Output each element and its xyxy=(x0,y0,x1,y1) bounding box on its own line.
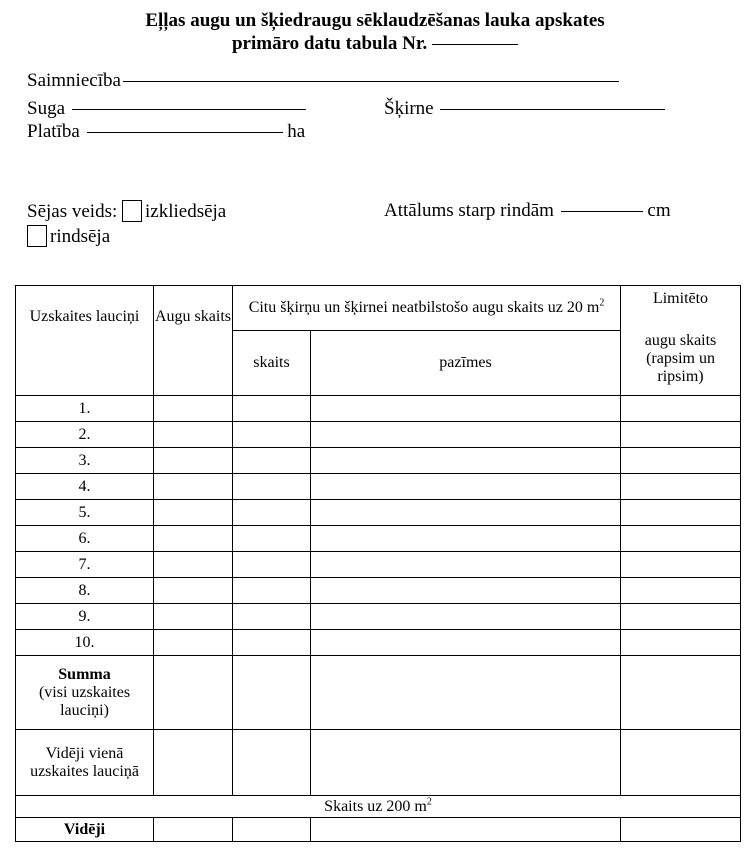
header-limited xyxy=(621,286,741,396)
row-spacing-label: Attālums starp rindām xyxy=(384,200,554,221)
primary-data-table xyxy=(15,285,741,842)
plot-number: 3. xyxy=(16,448,154,474)
cell[interactable] xyxy=(233,604,311,630)
area-unit: ha xyxy=(287,121,306,142)
table-row xyxy=(16,448,741,474)
species-label: Suga xyxy=(27,98,65,119)
form-title-line-1: Eļļas augu un šķiedraugu sēklaudzēšanas lauka apskates xyxy=(145,10,605,31)
cell[interactable] xyxy=(233,396,311,422)
plot-number: 10. xyxy=(16,630,154,656)
cell[interactable] xyxy=(311,396,621,422)
cell[interactable] xyxy=(233,656,311,730)
cell[interactable] xyxy=(311,656,621,730)
farm-input-line[interactable] xyxy=(123,81,619,82)
farm-field xyxy=(27,70,619,92)
cell[interactable] xyxy=(233,552,311,578)
cell[interactable] xyxy=(621,604,741,630)
plot-number: 7. xyxy=(16,552,154,578)
header-offtype-text: Citu šķirņu un šķirnei neatbilstošo augu skaits uz 20 m xyxy=(248,299,600,316)
average-label: Vidēji xyxy=(16,818,154,842)
cell[interactable] xyxy=(311,730,621,796)
per-200-sup: 2 xyxy=(426,796,432,808)
cell[interactable] xyxy=(233,448,311,474)
farm-label: Saimniecība xyxy=(27,70,121,91)
plot-number: 1. xyxy=(16,396,154,422)
row-spacing-field xyxy=(384,200,671,222)
cell[interactable] xyxy=(621,578,741,604)
table-row xyxy=(16,422,741,448)
plot-number: 4. xyxy=(16,474,154,500)
table-row xyxy=(16,474,741,500)
broadcast-checkbox[interactable] xyxy=(122,200,142,222)
cell[interactable] xyxy=(621,526,741,552)
broadcast-option-label: izkliedsēja xyxy=(145,201,227,222)
cell[interactable] xyxy=(154,448,233,474)
sowing-method-label: Sējas veids: xyxy=(27,201,118,222)
average-per-plot-row xyxy=(16,730,741,796)
form-title-line-2 xyxy=(0,32,750,55)
cell[interactable] xyxy=(233,422,311,448)
sowing-method-field xyxy=(27,200,226,223)
header-plots: Uzskaites lauciņi xyxy=(16,286,154,396)
sum-label-cell xyxy=(16,656,154,730)
plot-number: 6. xyxy=(16,526,154,552)
row-spacing-unit: cm xyxy=(647,200,671,221)
cell[interactable] xyxy=(154,578,233,604)
header-features: pazīmes xyxy=(311,331,621,396)
cell[interactable] xyxy=(154,730,233,796)
cell[interactable] xyxy=(311,526,621,552)
header-offtype-sup: 2 xyxy=(599,297,605,309)
cell[interactable] xyxy=(154,552,233,578)
cell[interactable] xyxy=(154,656,233,730)
cell[interactable] xyxy=(311,500,621,526)
cell[interactable] xyxy=(621,474,741,500)
cell[interactable] xyxy=(154,422,233,448)
per-200-text: Skaits uz 200 m xyxy=(324,797,427,815)
cell[interactable] xyxy=(621,448,741,474)
table-row xyxy=(16,526,741,552)
cell[interactable] xyxy=(621,552,741,578)
cell[interactable] xyxy=(311,448,621,474)
table-row xyxy=(16,578,741,604)
cell[interactable] xyxy=(154,500,233,526)
area-input-line[interactable] xyxy=(87,132,283,133)
variety-label: Šķirne xyxy=(384,98,434,119)
header-count: skaits xyxy=(233,331,311,396)
cell[interactable] xyxy=(154,604,233,630)
cell[interactable] xyxy=(311,818,621,842)
form-title-text: primāro datu tabula Nr. xyxy=(231,33,428,54)
cell[interactable] xyxy=(311,630,621,656)
cell[interactable] xyxy=(621,500,741,526)
cell[interactable] xyxy=(154,526,233,552)
table-row xyxy=(16,552,741,578)
table-header-row-1 xyxy=(16,286,741,331)
row-sowing-checkbox[interactable] xyxy=(27,225,47,247)
cell[interactable] xyxy=(154,396,233,422)
per-200-label xyxy=(16,796,741,818)
cell[interactable] xyxy=(621,396,741,422)
species-field xyxy=(27,98,306,120)
cell[interactable] xyxy=(311,422,621,448)
table-row xyxy=(16,630,741,656)
sum-row xyxy=(16,656,741,730)
table-row xyxy=(16,500,741,526)
variety-field xyxy=(384,98,665,120)
header-limited-bottom: augu skaits (rapsim un ripsim) xyxy=(644,332,717,385)
species-input-line[interactable] xyxy=(72,109,306,110)
table-row xyxy=(16,396,741,422)
average-row xyxy=(16,818,741,842)
table-row xyxy=(16,604,741,630)
cell[interactable] xyxy=(621,656,741,730)
row-sowing-field xyxy=(27,225,110,248)
cell[interactable] xyxy=(311,474,621,500)
cell[interactable] xyxy=(621,630,741,656)
area-field xyxy=(27,121,305,143)
sum-label: Summa xyxy=(58,665,111,683)
plot-number: 5. xyxy=(16,500,154,526)
cell[interactable] xyxy=(233,630,311,656)
sum-sub-label: (visi uzskaites lauciņi) xyxy=(38,683,131,719)
cell[interactable] xyxy=(311,552,621,578)
per-200-row xyxy=(16,796,741,818)
row-sowing-option-label: rindsēja xyxy=(50,226,111,247)
header-limited-top: Limitēto xyxy=(652,290,709,307)
variety-input-line[interactable] xyxy=(440,109,665,110)
cell[interactable] xyxy=(154,474,233,500)
cell[interactable] xyxy=(621,818,741,842)
cell[interactable] xyxy=(233,578,311,604)
plot-number: 8. xyxy=(16,578,154,604)
cell[interactable] xyxy=(311,604,621,630)
cell[interactable] xyxy=(233,500,311,526)
average-per-plot-label: Vidēji vienā uzskaites lauciņā xyxy=(16,730,154,796)
cell[interactable] xyxy=(233,818,311,842)
header-offtype-group xyxy=(233,286,621,331)
cell[interactable] xyxy=(621,730,741,796)
cell[interactable] xyxy=(154,630,233,656)
plot-number: 9. xyxy=(16,604,154,630)
cell[interactable] xyxy=(233,730,311,796)
table-number-blank[interactable] xyxy=(432,44,518,45)
cell[interactable] xyxy=(311,578,621,604)
header-plant-count: Augu skaits xyxy=(154,286,233,396)
cell[interactable] xyxy=(233,526,311,552)
cell[interactable] xyxy=(154,818,233,842)
area-label: Platība xyxy=(27,121,80,142)
plot-number: 2. xyxy=(16,422,154,448)
cell[interactable] xyxy=(621,422,741,448)
cell[interactable] xyxy=(233,474,311,500)
row-spacing-input-line[interactable] xyxy=(561,211,643,212)
